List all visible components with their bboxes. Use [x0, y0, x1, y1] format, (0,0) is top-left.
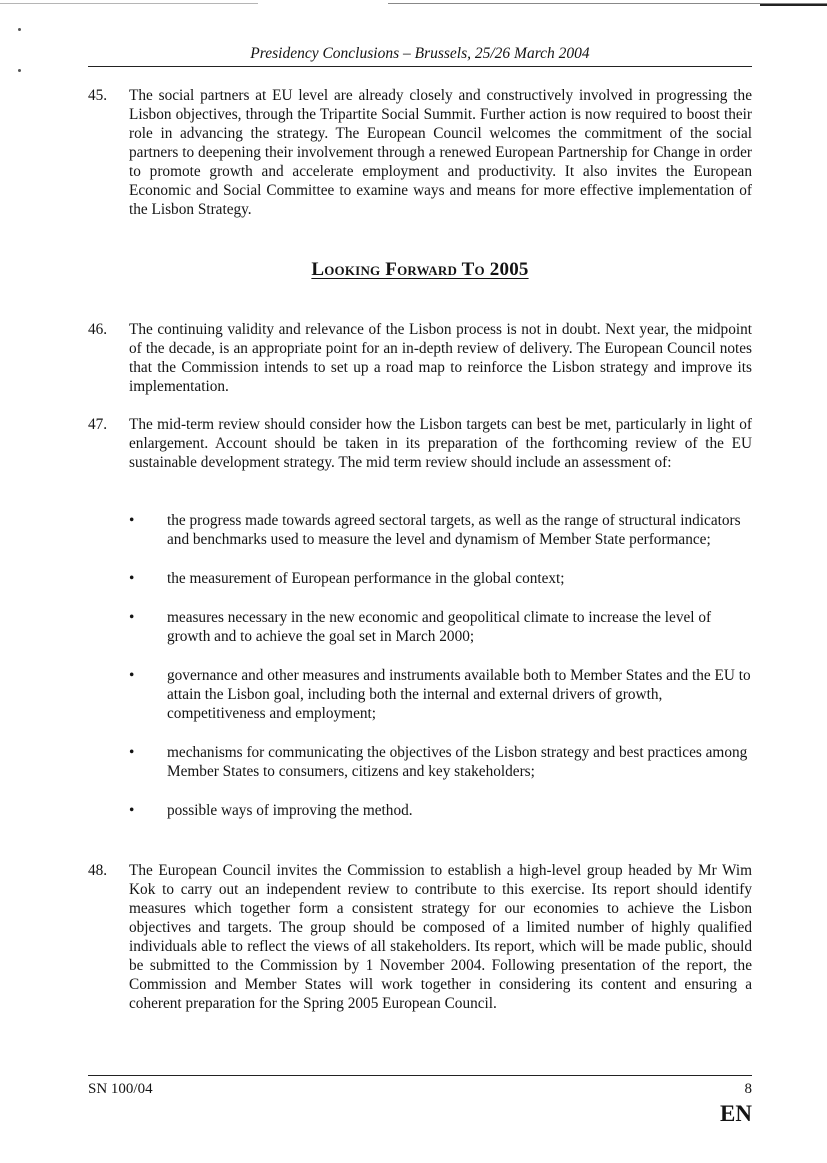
paragraph-text: The continuing validity and relevance of the Lisbon process is not in doubt. Next year, the midpoint of the decade, is an appropriate point for an in-depth review of delivery. The European Council notes that the Commission intends to set up a road map to reinforce the Lisbon strategy and improve its implementation. — [129, 321, 752, 395]
paragraph-48 — [88, 861, 752, 1013]
bullet-icon: • — [129, 802, 135, 819]
list-item — [129, 801, 752, 820]
paragraph-number: 45. — [88, 87, 108, 104]
paragraph-number: 46. — [88, 321, 108, 338]
bullet-icon: • — [129, 609, 135, 626]
list-item-text: possible ways of improving the method. — [167, 802, 413, 819]
paragraph-number: 48. — [88, 862, 108, 879]
bullet-icon: • — [129, 744, 135, 761]
paragraph-text: The mid-term review should consider how the Lisbon targets can best be met, particularly in light of enlargement. Account should be taken in its preparation of the forthcoming review of the EU sustainable development strategy. The mid term review should include an assessment of: — [129, 416, 752, 471]
section-heading — [88, 259, 752, 281]
scan-artifact-dot — [18, 28, 21, 31]
scan-artifact-dot — [18, 69, 21, 72]
list-item — [129, 608, 752, 646]
list-item — [129, 569, 752, 588]
scan-artifact-line — [0, 3, 258, 4]
paragraph-47 — [88, 415, 752, 472]
page-header-title: Presidency Conclusions – Brussels, 25/26 March 2004 — [250, 45, 590, 62]
section-heading-text: Looking Forward To 2005 — [311, 259, 529, 280]
page-number: 8 — [744, 1081, 752, 1097]
list-item-text: measures necessary in the new economic and geopolitical climate to increase the level of growth and to achieve the goal set in March 2000; — [167, 609, 712, 645]
footer-divider — [88, 1075, 752, 1076]
bullet-icon: • — [129, 570, 135, 587]
list-item-text: the measurement of European performance in the global context; — [167, 570, 565, 587]
paragraph-number: 47. — [88, 416, 108, 433]
list-item-text: the progress made towards agreed sectoral targets, as well as the range of structural indicators and benchmarks used to measure the level and dynamism of Member State performance; — [167, 512, 741, 548]
bullet-icon: • — [129, 512, 135, 529]
list-item — [129, 511, 752, 549]
header-divider — [88, 66, 752, 67]
document-code: SN 100/04 — [88, 1081, 153, 1097]
list-item-text: governance and other measures and instruments available both to Member States and the EU to attain the Lisbon goal, including both the internal and external drivers of growth, competitiveness and employment; — [167, 667, 751, 722]
assessment-bullet-list — [129, 511, 752, 820]
paragraph-45 — [88, 86, 752, 219]
list-item — [129, 666, 752, 723]
list-item-text: mechanisms for communicating the objectives of the Lisbon strategy and best practices among Member States to consumers, citizens and key stakeholders; — [167, 744, 748, 780]
bullet-icon: • — [129, 667, 135, 684]
list-item — [129, 743, 752, 781]
paragraph-46 — [88, 320, 752, 396]
language-code: EN — [720, 1101, 752, 1126]
paragraph-text: The European Council invites the Commission to establish a high-level group headed by Mr Wim Kok to carry out an independent review to contribute to this exercise. Its report should identify measures which together form a consistent strategy for our economies to achieve the Lisbon objectives and targets. The group should be composed of a limited number of highly qualified individuals able to reflect the views of all stakeholders. Its report, which will be made public, should be submitted to the Commission by 1 November 2004. Following presentation of the report, the Commission and Member States will work together in considering its content and ensuring a coherent preparation for the Spring 2005 European Council. — [129, 862, 752, 1012]
scan-artifact-line — [760, 4, 827, 6]
paragraph-text: The social partners at EU level are already closely and constructively involved in progressing the Lisbon objectives, through the Tripartite Social Summit. Further action is now required to boost their role in advancing the strategy. The European Council welcomes the commitment of the social partners to deepening their involvement through a renewed European Partnership for Change in order to promote growth and accelerate employment and productivity. It also invites the European Economic and Social Committee to examine ways and means for more effective implementation of the Lisbon Strategy. — [129, 87, 752, 218]
